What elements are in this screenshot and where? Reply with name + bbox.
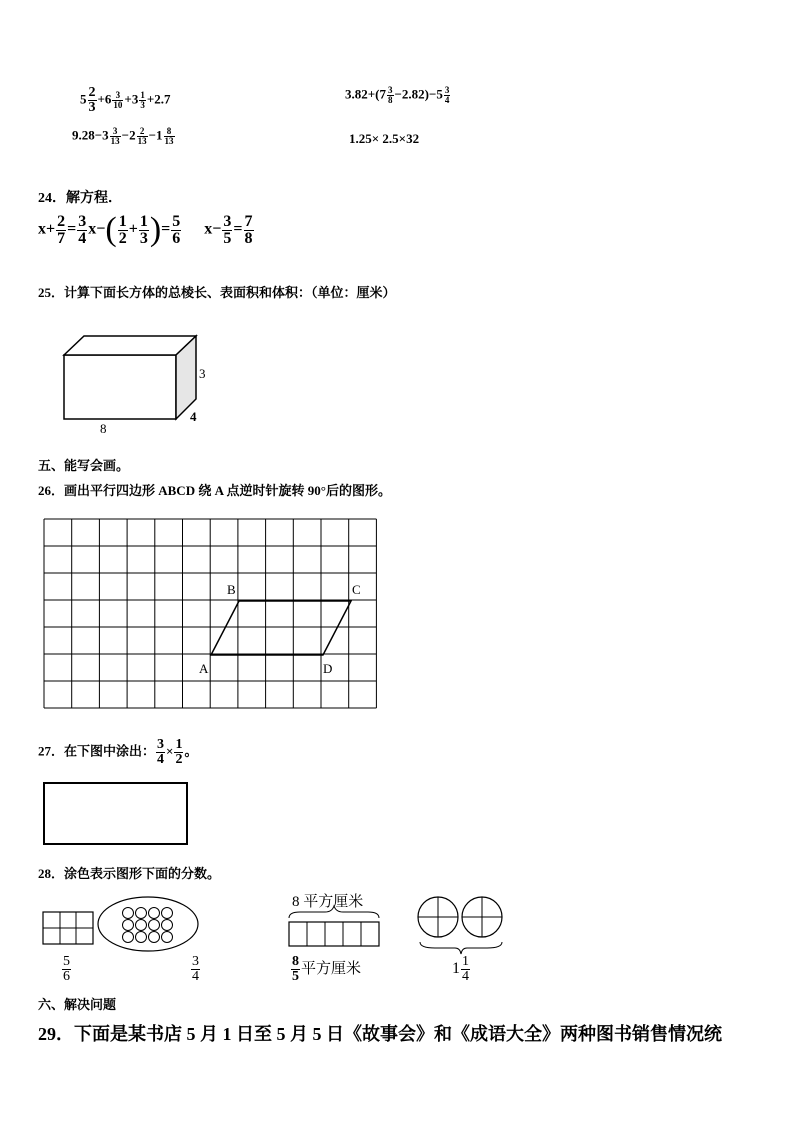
- point-d-label: D: [323, 661, 333, 676]
- fraction: $\frac{3}{4}$: [444, 85, 450, 105]
- section-5-heading: 五、能写会画。: [38, 458, 130, 473]
- fraction: $\frac{2}{3}$: [88, 85, 96, 115]
- fraction: $\frac{7}{8}$: [244, 212, 253, 247]
- expr-2: 3.82+(7 $\frac{3}{8}$ −2.82)−5 $\frac{3}{4}$: [345, 85, 450, 105]
- length-label: 8: [100, 421, 107, 436]
- question-29-text: 29．下面是某书店 5 月 1 日至 5 月 5 日《故事会》和《成语大全》两种图书销售情况统: [38, 1024, 722, 1044]
- fraction: $\frac{3}{10}$: [113, 90, 123, 110]
- question-26-title: 26．画出平行四边形 ABCD 绕 A 点逆时针旋转 90°后的图形。: [38, 483, 391, 498]
- fraction: $\frac{1}{3}$: [139, 212, 148, 247]
- shading-rectangle[interactable]: [43, 782, 188, 845]
- parallelogram-abcd: [211, 601, 351, 655]
- fraction: $\frac{3}{5}$: [223, 212, 232, 247]
- grid-lines: [44, 519, 376, 708]
- fraction: $\frac{3}{4}$: [157, 737, 165, 767]
- fraction: $\frac{1}{2}$: [118, 212, 127, 247]
- fraction: $\frac{5}{6}$: [172, 212, 181, 247]
- point-a-label: A: [199, 661, 209, 676]
- area-top-label: 8 平方厘米: [292, 894, 364, 910]
- label-three-quarters: $\frac{3}{4}$: [192, 954, 199, 984]
- label-area-fraction: $\frac{8}{5}$ 平方厘米: [292, 954, 362, 984]
- fraction: $\frac{2}{13}$: [137, 126, 147, 146]
- fraction: $\frac{3}{4}$: [78, 212, 87, 247]
- label-five-sixths: $\frac{5}{6}$: [63, 954, 70, 984]
- question-25-title: 25．计算下面长方体的总棱长、表面积和体积：（单位：厘米）: [38, 285, 396, 300]
- expr-1: 5 $\frac{2}{3}$ +6 $\frac{3}{10}$ +3 $\frac{1}{3}$ +2.7: [80, 85, 171, 115]
- point-c-label: C: [352, 582, 361, 597]
- width-label: 4: [190, 409, 197, 424]
- quarter-circles-figure[interactable]: [418, 897, 502, 937]
- height-label: 3: [199, 366, 206, 381]
- question-24-title: 24．解方程．: [38, 191, 122, 206]
- fraction: $\frac{3}{8}$: [388, 85, 393, 105]
- grid-2x3-figure[interactable]: [43, 912, 93, 944]
- fraction: $\frac{1}{2}$: [175, 737, 183, 767]
- rotation-grid: [40, 515, 385, 713]
- equation-row: x+ $\frac{2}{7}$ = $\frac{3}{4}$ x−( $\frac{1}{2}$ + $\frac{1}{3}$ )= $\frac{5}{6}$ x− $\frac{3}{5}$ = $\frac{7}{8}$: [38, 211, 253, 248]
- expr-3: 9.28−3 $\frac{3}{13}$ −2 $\frac{2}{13}$ −1 $\frac{8}{13}$: [72, 126, 174, 146]
- bottom-brace: [420, 942, 502, 954]
- point-b-label: B: [227, 582, 236, 597]
- cuboid-figure: [55, 330, 225, 440]
- fraction: $\frac{2}{7}$: [57, 212, 66, 247]
- section-6-heading: 六、解决问题: [38, 997, 117, 1012]
- strip-5-figure[interactable]: [289, 922, 379, 946]
- fraction-figures: [40, 888, 520, 988]
- ellipse-circles-figure[interactable]: [98, 897, 198, 951]
- question-28-title: 28．涂色表示图形下面的分数。: [38, 866, 221, 881]
- fraction: $\frac{1}{3}$: [140, 90, 145, 110]
- expr-4: 1.25× 2.5×32: [349, 131, 420, 146]
- cuboid-front-face: [64, 355, 176, 419]
- cuboid-top-face: [64, 336, 196, 355]
- question-27-title: 27．在下图中涂出： $\frac{3}{4}$ × $\frac{1}{2}$ 。: [38, 737, 198, 767]
- label-mixed-fraction: 1 $\frac{1}{4}$: [452, 954, 469, 984]
- fraction: $\frac{3}{13}$: [110, 126, 120, 146]
- fraction: $\frac{8}{13}$: [164, 126, 174, 146]
